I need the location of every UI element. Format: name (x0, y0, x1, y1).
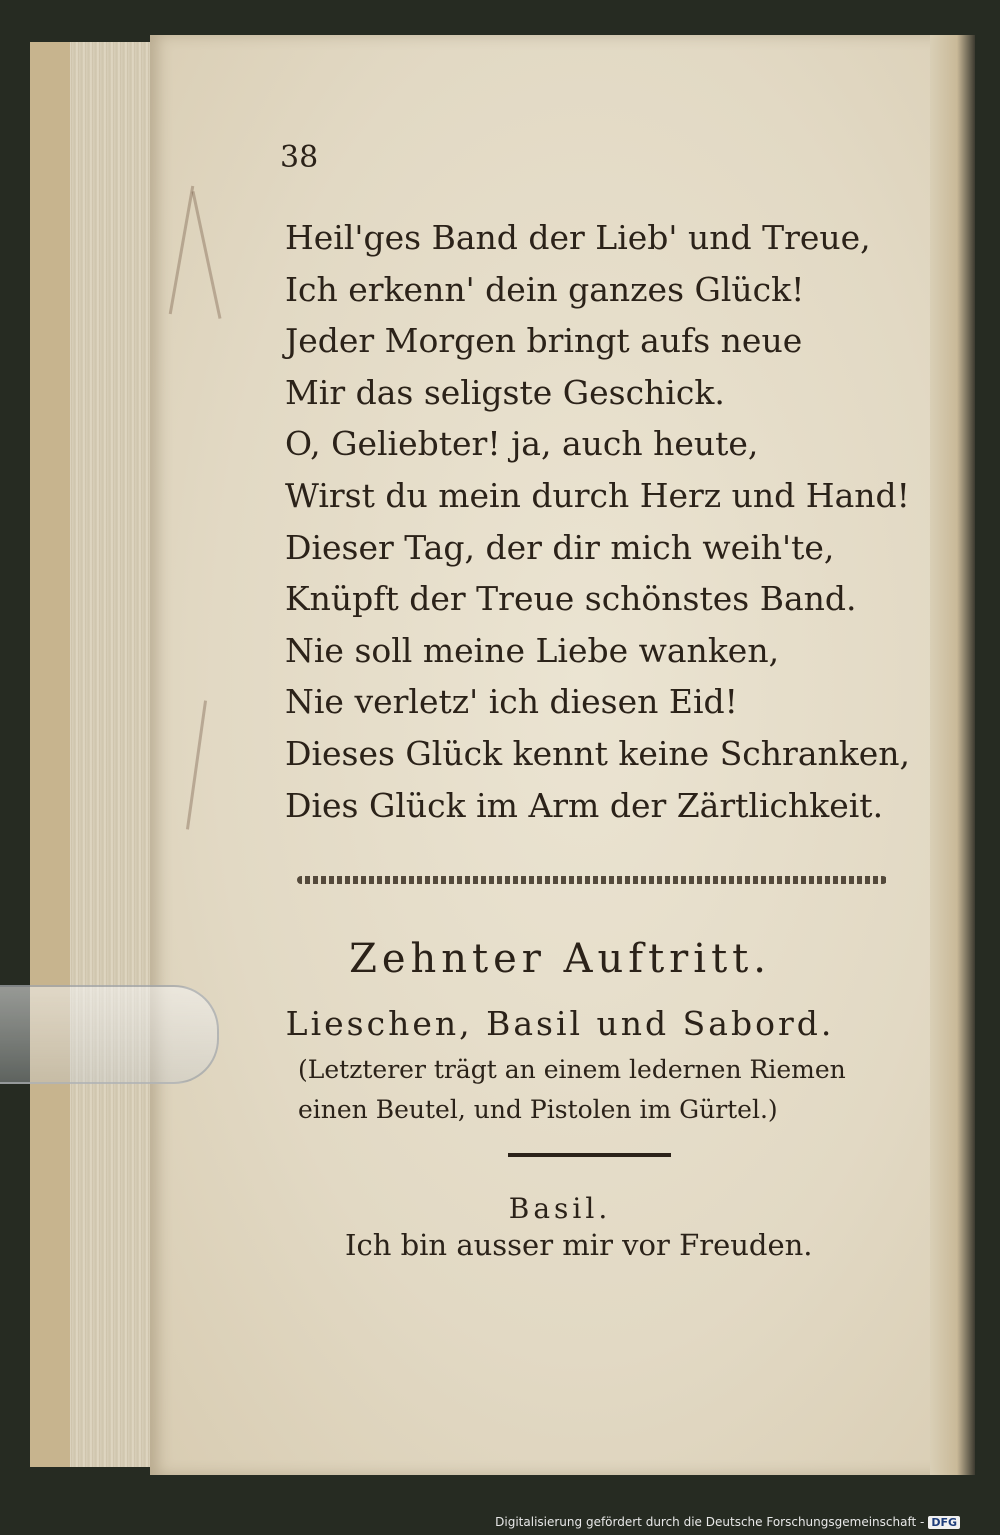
cast-list: Lieschen, Basil und Sabord. (285, 1004, 835, 1043)
ornamental-divider (297, 876, 887, 884)
speech-line: Ich bin ausser mir vor Freuden. (345, 1228, 813, 1262)
speaker-name: Basil. (508, 1192, 612, 1225)
page-holder-clip (0, 985, 219, 1084)
digitization-credit (495, 1515, 960, 1529)
credit-text: Digitalisierung gefördert durch die Deutsche Forschungsgemeinschaft - (495, 1515, 925, 1529)
verse-line: Mir das seligste Geschick. (285, 372, 725, 412)
stage-direction: (Letzterer trägt an einem ledernen Riemen einen Beutel, und Pistolen im Gürtel.) (298, 1055, 846, 1124)
footer-bar (0, 1475, 1000, 1535)
verse-line: Dies Glück im Arm der Zärtlichkeit. (285, 785, 884, 825)
verse-line: Nie verletz' ich diesen Eid! (285, 682, 738, 722)
verse-line: Dieser Tag, der dir mich weih'te, (285, 527, 835, 567)
facing-page-edge (930, 35, 975, 1475)
scene-title: Zehnter Auftritt. (349, 936, 771, 982)
book-cover-edge (30, 42, 70, 1467)
verse-line: Jeder Morgen bringt aufs neue (285, 321, 803, 361)
verse-line: Wirst du mein durch Herz und Hand! (285, 475, 910, 515)
verse-line: O, Geliebter! ja, auch heute, (285, 424, 759, 464)
verse-line: Dieses Glück kennt keine Schranken, (285, 733, 911, 773)
verse-line: Ich erkenn' dein ganzes Glück! (285, 269, 805, 309)
page-number: 38 (280, 140, 319, 175)
verse-line: Nie soll meine Liebe wanken, (285, 630, 780, 670)
verse-line: Knüpft der Treue schönstes Band. (285, 579, 857, 619)
verse-block (285, 212, 910, 831)
verse-line: Heil'ges Band der Lieb' und Treue, (285, 218, 871, 257)
dfg-logo-icon: DFG (928, 1516, 960, 1529)
horizontal-rule (508, 1153, 671, 1157)
